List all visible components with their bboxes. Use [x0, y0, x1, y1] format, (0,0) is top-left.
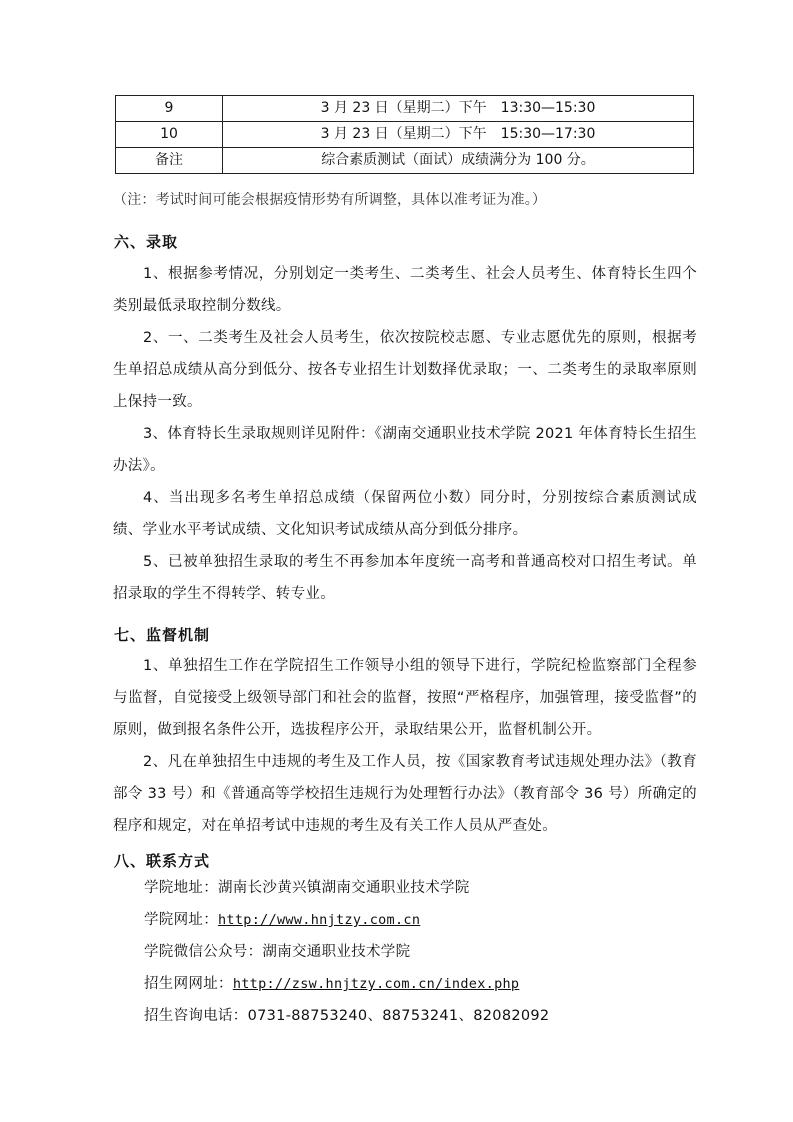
contact-admissions-site — [144, 968, 519, 1000]
section-6-paragraph-2: 2、一、二类考生及社会人员考生，依次按院校志愿、专业志愿优先的原则，根据考生单招总成绩从高分到低分、按各专业招生计划数择优录取；一、二类考生的录取率原则上保持一致。 — [113, 330, 697, 410]
section-6-paragraph-4: 4、当出现多名考生单招总成绩（保留两位小数）同分时，分别按综合素质测试成绩、学业水平考试成绩、文化知识考试成绩从高分到低分排序。 — [113, 490, 697, 538]
section-7-paragraph-1: 1、单独招生工作在学院招生工作领导小组的领导下进行，学院纪检监察部门全程参与监督，自觉接受上级领导部门和社会的监督，按照“严格程序，加强管理，接受监督”的原则，做到报名条件公开，选拔程序公开，录取结果公开，监督机制公开。 — [113, 658, 697, 738]
phone-label: 招生咨询电话： — [144, 1008, 248, 1024]
table-row — [116, 148, 694, 174]
section-6-heading: 六、录取 — [114, 233, 179, 251]
phone-value: 0731-88753240、88753241、82082092 — [247, 1008, 550, 1024]
admissions-site-label: 招生网网址： — [144, 976, 233, 992]
contact-phone — [144, 1000, 549, 1032]
table-row — [116, 122, 694, 148]
section-6-paragraph-5: 5、已被单独招生录取的考生不再参加本年度统一高考和普通高校对口招生考试。单招录取的学生不得转学、转专业。 — [113, 554, 697, 602]
table-row — [116, 96, 694, 122]
section-7-heading: 七、监督机制 — [114, 626, 211, 644]
row-remark-label: 备注 — [116, 148, 223, 174]
admissions-site-link[interactable]: http://zsw.hnjtzy.com.cn/index.php — [232, 976, 520, 992]
exam-schedule-table — [115, 95, 694, 174]
website-label: 学院网址： — [144, 912, 218, 928]
address-label: 学院地址： — [144, 880, 218, 896]
section-6-paragraph-3: 3、体育特长生录取规则详见附件：《湖南交通职业技术学院 2021 年体育特长生招生办法》。 — [113, 426, 697, 474]
row-remark-text: 综合素质测试（面试）成绩满分为 100 分。 — [223, 148, 694, 174]
wechat-label: 学院微信公众号： — [144, 944, 263, 960]
row-number: 9 — [116, 96, 223, 122]
website-link[interactable]: http://www.hnjtzy.com.cn — [218, 912, 421, 928]
row-time: 3 月 23 日（星期二）下午 13:30—15:30 — [223, 96, 694, 122]
contact-address — [144, 872, 470, 904]
row-number: 10 — [116, 122, 223, 148]
contact-website — [144, 904, 420, 936]
contact-wechat — [144, 936, 410, 968]
wechat-value: 湖南交通职业技术学院 — [262, 944, 411, 960]
section-7-paragraph-2: 2、凡在单独招生中违规的考生及工作人员，按《国家教育考试违规处理办法》（教育部令 33 号）和《普通高等学校招生违规行为处理暂行办法》（教育部令 36 号）所确定的程序和规定，对在单招考试中违规的考生及有关工作人员从严查处。 — [113, 754, 697, 834]
section-6-paragraph-1: 1、根据参考情况，分别划定一类考生、二类考生、社会人员考生、体育特长生四个类别最低录取控制分数线。 — [113, 266, 697, 314]
table-note: （注：考试时间可能会根据疫情形势有所调整，具体以准考证为准。） — [113, 192, 547, 208]
section-8-heading: 八、联系方式 — [114, 852, 211, 870]
address-value: 湖南长沙黄兴镇湖南交通职业技术学院 — [218, 880, 470, 896]
row-time: 3 月 23 日（星期二）下午 15:30—17:30 — [223, 122, 694, 148]
